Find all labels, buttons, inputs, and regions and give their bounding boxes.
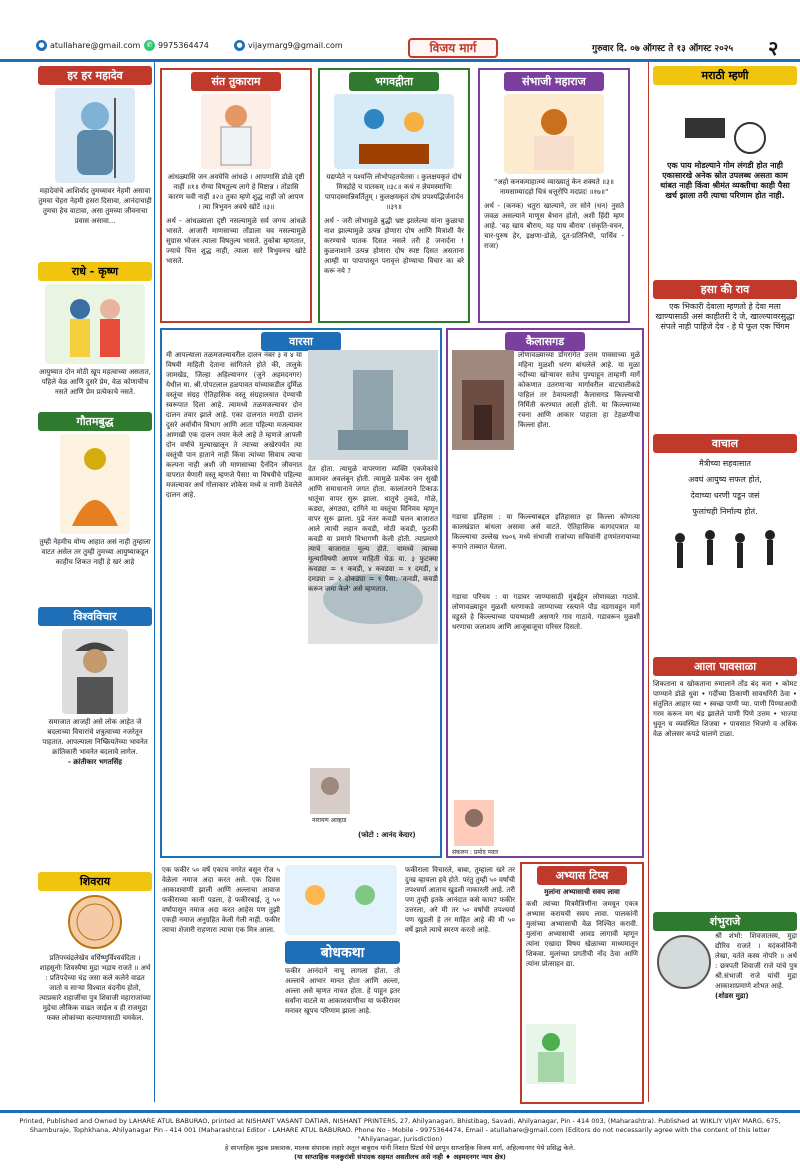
bodhkatha-text: फकीर आनंदाने नाचू लागला होता. तो अल्लाचे आभार मानत होता आणि अल्ला, अल्ला असे म्हणत नाचत होता. हे पाहून इतर सर्वांना वाटले या आकाशवाणीचा या फकीरावर मनावर खूपच परिणाम झाला आहे. xyxy=(285,967,400,1015)
vachan-line: देवाच्या धरणी पडून जसं xyxy=(690,491,760,500)
museum-photo-1 xyxy=(308,350,438,460)
warasa-col2-cont xyxy=(308,650,438,750)
shivray-text: प्रतिपच्चंद्रलेखेव वर्धिष्णुर्विश्ववंदिता । शाहसूनोः शिवस्यैषा मुद्रा भद्राय राजते ॥ अर्थ : प्रतिपदेच्या चंद्र जसा कले कलेने वाढत जातो व साऱ्या विश्वात वंदनीय होतो, त्याप्रकारे शहाजींचा पुत्र शिवाजी महाराजांच्या मुद्रेचा लौकिक वाढत जाईल व ही राजमुद्रा फक्त लोकांच्या कल्याणासाठी चमकेल. xyxy=(39,954,151,1022)
harhar-text: महादेवांचे आशिर्वाद तुमच्यावर नेहमी असावा तुमचा चेहरा नेहमी हसरा दिसावा, आनंदाचाही तुमचा हेच वाटावा, असा तुमच्या जीवनाचा प्रवास असावा... xyxy=(38,187,152,225)
website-contact[interactable] xyxy=(234,40,343,51)
gita-meaning: अर्थ - जरी लोभामुळे बुद्धी भ्रष्ट झालेल्या यांना कुळाचा नाश झाल्यामुळे उत्पन्न होणारा दोष आणि मित्रांशी वैर करण्याचे पातक दिसत नसले तरी हे जनार्दना ! कुळनाशाने उत्पन्न होणारा दोष स्पष्ट दिसत असताना आम्ही या पापापासून परावृत्त होण्याचा विचार का बरे करू नये ? xyxy=(324,217,464,275)
sambhaji-image xyxy=(504,94,604,174)
imprint-disclaimer: (या साप्ताहिक मजकुरांशी संपादक सहमत असतीलच असे नाही ♦ अहमदनगर न्याय क्षेत्र) xyxy=(294,1153,506,1161)
kailasgad-intro: गडाचा परिचय : या गडावर जाण्यासाठी मुंबईहून लोणावळा गाठावे. लोणावळ्याहून मुळशी धरणाकडे जाण्याच्या रस्त्याने पौड वडगावहून मार्गे वडुस्ते हे किल्ल्याच्या पायथ्याशी असणारे गाव गाठावे. गडावरून मुळशी धरणाचा जलाशय आणि आजूबाजूचा परिसर दिसतो. xyxy=(452,593,640,631)
kailasgad-box xyxy=(446,328,644,858)
tukaram-verse: आंधळ्यासि जन अवघेचि आंधळे । आपणासि डोळे दृष्टी नाहीं ॥१॥ रोग्या विषतुल्य लागे हे मिष्टान्न । तोंडासि कारण चवी नाहीं ॥२॥ तुका म्हणे शुद्ध नाहीं जो आपण । त्या त्रिभुवन अवघे खोटें ॥३॥ xyxy=(167,173,305,211)
bullock-cart-image xyxy=(665,88,785,158)
hasa-text: एक भिकारी देवाला म्हणतो हे देवा मला खाण्यासाठी असं काहीतरी दे जे, खाल्ल्यावरसुद्धा संपले नाही पाहिजे देव - हे घे फूल एक चिंगम xyxy=(655,302,795,331)
whatsapp-icon: ✆ xyxy=(144,40,155,51)
gautam-text: तुम्ही नेहमीच योग्य आहात असं नाही तुम्हाला वाटत असेल तर तुम्ही तुमच्या आयुष्याकडून काहीच शिकत नाही हे खरं आहे xyxy=(39,538,151,566)
vishwa-author: - क्रांतीकार भगतसिंह xyxy=(68,758,122,766)
vachan-line: मैत्रीच्या सहवासात xyxy=(699,459,751,468)
mhani-section xyxy=(653,66,797,201)
hasa-section xyxy=(653,280,797,332)
vachan-line: फुलांचही निर्माल्य होतं. xyxy=(692,507,758,516)
sambhaji-meaning: अर्थ - (कनक) धतुरा खाल्याने, तर सोने (धन) नुसते जवळ असल्याने माणूस बेभान होतो, अशी हिंदी म्हण आहे. 'वह खाय बौराय, यह पाय बौराय' (संकृति-वचन, चार-पुरुष हेर, इक्षणा-डोळे, दूत-प्रतिनिधी, पार्थिव - राजा) xyxy=(484,202,624,250)
vachan-section xyxy=(653,434,797,599)
phone-contact[interactable] xyxy=(144,40,209,51)
section-title: संत तुकाराम xyxy=(191,72,281,91)
radhe-text: आयुष्यात दोन मोठी खूप महत्वाच्या असतात, पहिले वेळ आणि दुसरे प्रेम, वेळ कोणाचीच नसते आणि प्रेम प्रत्येकाचे नसते. xyxy=(39,368,151,396)
shambhu-author: (शोडस मुद्रा) xyxy=(715,992,749,1000)
section-title: हर हर महादेव xyxy=(38,66,152,85)
photo2-caption: संकलन : प्रमोद पवार xyxy=(452,849,499,856)
warasa-col2: देत होता. त्यामुळे वापरणारा व्यक्ति एकमेकांचे कामावर अवलंबून होती. त्यामुळे प्रत्येक जन सुखी आणि समाधानाने जगत होता. कालांतराने टिकाऊ धातूंचा वापर सुरू झाला. धातूचे तुकडे, गोळे, कड्या, अंगठ्या, दागिने या वस्तूंचा विनिमय म्हणून वापर सुरू झाला. पुढे नंतर कवडी चलन बाजारात आले त्याची लहान कवडी, मोठी कवडी, फुटकी कवडी या प्रमाणे विभागणी केली होती. त्याप्रमाणे त्याचे बाजारात मूल्य होते. यामध्ये त्याच्या मूल्याविषयी आपण माहिती घेऊ या. ३ फुटक्या कवड्या = १ कवडी, ४ कवड्या = १ दमडी, ४ दमड्या = २ दोकड्या = १ पैसा. 'कवडी, कवडी करून जमा केले' असे म्हणतात. xyxy=(308,465,438,593)
abhyas-text: कधी त्यांच्या मित्रमैत्रिणींना जमवून एकत्र अभ्यास करायची सवय लावा. पालकांनी मुलांच्या अभ्यासाची वेळ निश्चित करावी. मुलांना अभ्यासाची आवड लागावी म्हणून त्यांना एखादा विषय खेळाच्या माध्यमातून शिकवा. मुलांच्या प्रगतीची नोंद ठेवा आणि त्यांना प्रोत्साहन द्या. xyxy=(526,900,638,968)
section-title: राधे - कृष्ण xyxy=(38,262,152,281)
bodhkatha-image xyxy=(285,865,397,935)
sambhaji-box xyxy=(478,68,630,323)
shiva-image xyxy=(55,88,135,183)
tukaram-box xyxy=(160,68,312,323)
section-title: गौतमबुद्ध xyxy=(38,412,152,431)
section-title: शंभुराजे xyxy=(653,912,797,931)
fort-photo xyxy=(452,350,514,450)
phone-text: 9975364474 xyxy=(158,41,209,50)
rajmudra-seal-image xyxy=(67,894,123,950)
globe-icon: ● xyxy=(234,40,245,51)
imprint-marathi: हे साप्ताहिक मुद्रक प्रकाशक, मालक संपादक लहारे अतुल बाबुराव यांनी निशांत प्रिंटर्स येथे छापून साप्ताहिक विजय मार्ग, अहिल्यानगर येथे प्रसिद्ध केले. xyxy=(224,1144,576,1152)
radhe-section xyxy=(38,262,152,397)
abhyas-heading: मुलांना अभ्यासाची सवय लावा xyxy=(544,888,620,896)
photo1-caption: नारायण आव्हाड xyxy=(312,817,347,824)
mhani-text: एक पाय मोडल्याने गोम लंगडी होत नाही एकासारखे अनेक स्रोत उपलब्ध असता काम थांबत नाही किंवा श्रीमंत व्यक्तीचा काही पैसा खर्च झाला तरी त्याचा परिणाम होत नाही. xyxy=(660,161,790,200)
imprint-english: Printed, Published and Owned by LAHARE ATUL BABURAO, printed at NISHANT VASANT DATIAR, NISHANT PRINTERS, 27, Ahilyanagari, Bhistibag, Savadi, Ahilyanagar, Pin - 414 003, (Maharashtra). Published at WIKLIY VIJAY MARG, 675, Shamburaje, Tophkhana, Ahilyanagar Pin - 414 001 (Maharashtra) Editor - LAHARE ATUL BABURAO. Phone No - Mobile - 9975364474, Email - atullahare@gmail.com (Editors do not necessarily agree with the content of this letter "Ahilyanagar, Jurisdiction) xyxy=(19,1117,781,1143)
story-col-3: फकीराला विचारले, बाबा, तुम्हाला खरे तर दुःख व्हायला हवे होते. परंतु तुम्ही ५० वर्षांची तपश्चर्या आताच खुडली नाकारली आहे. तरी पण तुम्ही इतके आनंदात कसे काय? फकीर उत्तरला, अरे मी तर ५० वर्षांची तपश्चर्या पण खुडली हे तर माहित आहे की मी ५० वर्षे झाले त्याचे स्मरण करतो आहे. xyxy=(405,866,515,934)
kailasgad-history: गडाचा इतिहास : या किल्ल्याबद्दल इतिहासात हा किल्ला कोणत्या कालखंडात बांधला असावा असे वाटते. ऐतिहासिक कागदपत्रात या किल्ल्याचा उल्लेख १७०६ मध्ये संभाजी राजांच्या सचिवांनी हणमंतरायाच्या रूपाने ताब्यात घेतला. xyxy=(452,513,640,551)
email-text: atullahare@gmail.com xyxy=(50,41,141,50)
section-title: हसा की राव xyxy=(653,280,797,299)
kailasgad-body: लोणावळ्याच्या डोंगरांगेत उत्तम पावसाच्या मुळे महिना मुळशी धरण बांधलेले आहे. या मुळा नदीच्या खोऱ्यावर सतेच पुण्याहून ताम्हणी मार्गे कोकणात उतरणाऱ्या मार्गावरील वाटचालीकडे पाहिलं तर ठेवायलाही कैलासगड किल्ल्याची निर्मिती करण्यात आली होती. या किल्ल्याच्या रचना आणि आकार पाहाता हा टेहळणीचा किल्ला होता. xyxy=(518,351,640,429)
photo-credit: (फोटो : आनंद केदार) xyxy=(358,831,416,839)
section-title: भगवद्गीता xyxy=(349,72,439,91)
section-title: अभ्यास टिप्स xyxy=(537,866,627,885)
section-title: वाचाल xyxy=(653,434,797,453)
shivray-section xyxy=(38,872,152,1023)
section-title: विश्वविचार xyxy=(38,607,152,626)
vishwa-text: समाजात आजही असे लोक आहेत जे बदलाच्या विचारांचे शत्रुत्वाच्या नजरेतून पाहतात. आपल्याला निष्क्रियतेच्या भावनेत क्रांतिकारी भावनेत बदलावे लागेल. xyxy=(42,718,148,756)
tukaram-meaning: अर्थ - आंधळ्याला दृष्टी नसल्यामुळे सर्व जगच आंधळे भासते. आजारी माणसाच्या तोंडाला चव नसल्यामुळे सुग्रास भोजन त्याला विषतुल्य भासते. तुकोबा म्हणतात, ज्याचे चित्त शुद्ध नाही, त्याला सारे त्रिभुवनच खोटे भासते. xyxy=(166,217,306,265)
page-number: २ xyxy=(768,36,779,60)
shambhu-section xyxy=(653,912,797,1001)
vishwa-section xyxy=(38,607,152,767)
email-contact[interactable] xyxy=(36,40,140,51)
section-title: वारसा xyxy=(261,332,341,351)
issue-date: गुरुवार दि. ०७ ऑगस्ट ते १३ ऑगस्ट २०२५ xyxy=(592,44,734,54)
author-photo-2 xyxy=(454,800,494,846)
shambhu-text: श्री शंभो: शिवजातस्य, मुद्रा द्यौरिव राजते । यदंकसेविनी लेखा, वर्तते कस्य नोपरि ॥ अर्थ : छत्रपती शिवाजी राजे यांचे पुत्र श्री.संभाजी राजे यांची मुद्रा आकाशाप्रमाणे शोभत आहे. xyxy=(715,932,797,990)
section-title: शिवराय xyxy=(38,872,152,891)
gautam-section xyxy=(38,412,152,567)
bodhkatha-section xyxy=(285,865,400,1105)
imprint-footer xyxy=(0,1110,800,1171)
student-image xyxy=(526,1024,576,1084)
tukaram-image xyxy=(201,94,271,169)
newspaper-logo: विजय मार्ग xyxy=(408,38,498,58)
right-column xyxy=(648,62,800,1102)
section-title: कैलासगड xyxy=(505,332,585,351)
paus-text: शिकताना व खोकताना रुमालाने तोंड बंद करा • कोमट पाण्याने डोळे धुवा • गर्दीच्या ठिकाणी सावधगिरी ठेवा • संतुलित आहार घ्या • स्वच्छ पाणी प्या. पाणी पिण्याआधी गरम करून मग थंड झालेले पाणी पिणे उत्तम • भाज्या धुवून च व्यवस्थित शिजवा • पावसात भिजणे व अधिक वेळ ओलसर कपडे घालणे टाळा. xyxy=(653,680,797,738)
section-title: आला पावसाळा xyxy=(653,657,797,676)
vachan-line: अवघं आयुष्य सफल होतं, xyxy=(688,475,762,484)
masthead xyxy=(0,0,800,62)
author-photo-1 xyxy=(310,768,350,814)
friends-silhouette-image xyxy=(660,523,790,593)
abhyas-box xyxy=(520,862,644,1104)
sambhaji-verse: "अहो कनकमाहात्म्यं व्याख्यातुं केन शक्यते ॥३॥ नामसाम्यादहो चित्रं धत्तूरोपि मदप्रदः ॥१७॥" xyxy=(494,178,614,196)
harhar-section xyxy=(38,66,152,226)
section-title: संभाजी महाराज xyxy=(504,72,604,91)
bhagatsingh-image xyxy=(62,629,128,714)
krishna-image xyxy=(45,284,145,364)
section-title: मराठी म्हणी xyxy=(653,66,797,85)
story-col-1: एक फकीर ५० वर्षे एकाच नगरेत बसून रोज ५ वेळेला नमाज अदा करत असे. एक दिवस आकाशवाणी झाली आणि अल्लाचा आवाज फकीराच्या कानी पडला, हे फकीरबाई, तू ५० वर्षापासून नमाज अदा करत आहेस पण तुझी एकही नमाज अनुग्रहित केली गेली नाही. फकीर त्याचा शेजारी राहणारा त्याचा एक मित्र आला. xyxy=(162,866,280,934)
warasa-box xyxy=(160,328,442,858)
sambhaji-seal-image xyxy=(656,934,712,990)
krishna-arjuna-image xyxy=(334,94,454,169)
globe-icon: ● xyxy=(36,40,47,51)
section-title: बोधकथा xyxy=(285,941,400,964)
paus-section xyxy=(653,657,797,739)
gita-verse: यद्यप्येते न पश्यन्ति लोभोपहतचेतसः । कुलक्षयकृतं दोषं मित्रद्रोहे च पातकम् ॥३८॥ कथं न ज्ञेयमस्माभिः पापादस्मान्निवर्तितुम् । कुलक्षयकृतं दोषं प्रपश्यद्भिर्जनार्दन ॥३९॥ xyxy=(324,173,464,211)
left-column xyxy=(35,62,155,1102)
gita-box xyxy=(318,68,470,323)
warasa-body: मी आपल्याला तळमजल्यावरील दालन नंबर ३ व ४ या विषयी माहिती देताना सांगितले होते की, तालुके जामखेड, जिल्हा अहिल्यानगर (जुने अहमदनगर) येथील मा. श्री.पोपटलाल हळपावत यांच्याकडील दुर्मिळ वस्तूंचा संग्रह ऐतिहासिक वस्तू संग्रहालयात देण्याची स्वरूपात दिला आहे. त्यामध्ये तळमजल्यावर दोन दालन तयार झाले आहे. एका दालनात मराठी दालन दुसरे अर्वाचीन विभाग आणि आता पहिल्या मजल्यावर आणखी एक दालन तयार केले आहे ते म्हणजे आपली दोन वर्षांचे मुल्याखालून ते त्याच्या अखेरपर्यंत त्या वस्तूंची पान हाताने नाही किंवा त्यांच्या सिवाय त्याचा कल्पना नाही अशी जी माणसाच्या दैनंदिन जीवनात वापरात येणारी वस्तू म्हणजे पैसा! या विषयीचे पहिल्या मजल्यावर अर्थ गोलाकार शोकेस मध्ये व नाणी ठेवलेले दालन आहे. xyxy=(166,351,302,499)
website-text: vijaymarg9@gmail.com xyxy=(248,41,343,50)
buddha-image xyxy=(60,434,130,534)
